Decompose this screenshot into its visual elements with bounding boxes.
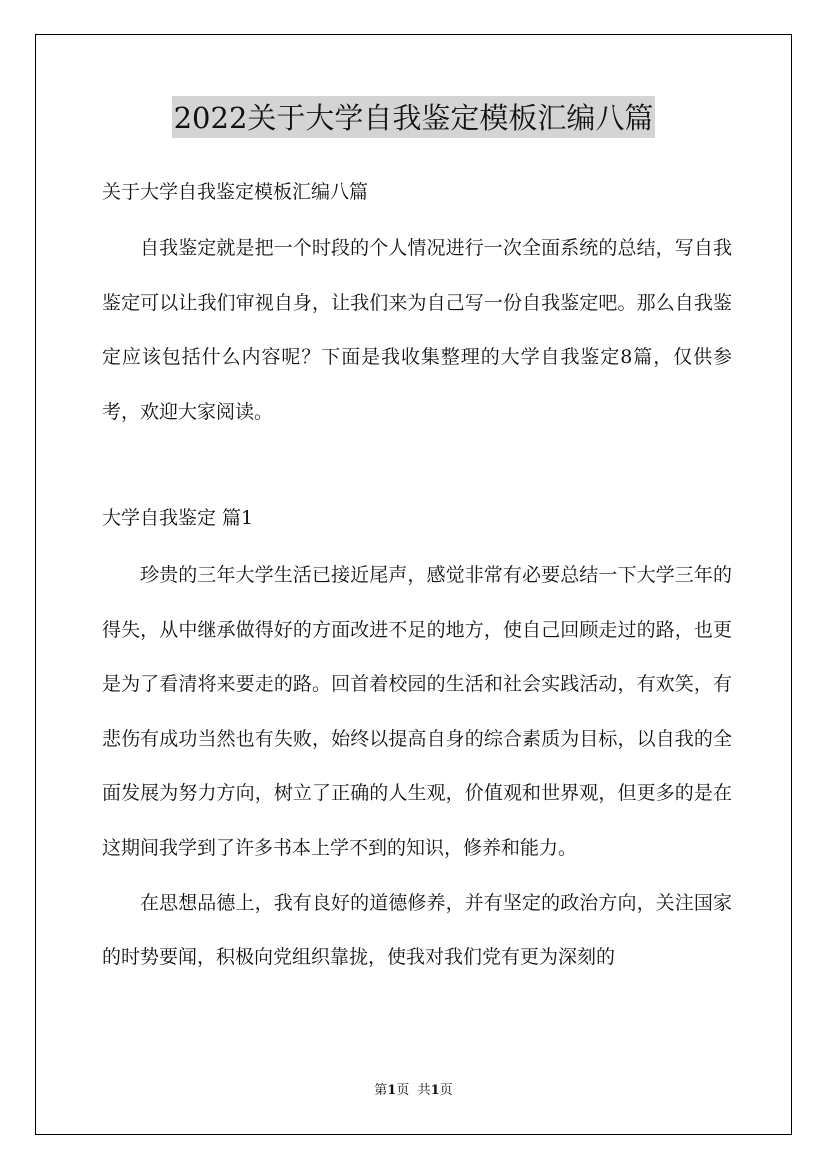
title-container xyxy=(0,96,827,138)
document-title: 2022关于大学自我鉴定模板汇编八篇 xyxy=(172,96,656,138)
section-paragraph-2: 在思想品德上，我有良好的道德修养，并有坚定的政治方向，关注国家的时势要闻，积极向党组织靠拢，使我对我们党有更为深刻的 xyxy=(102,891,732,969)
intro-paragraph: 自我鉴定就是把一个时段的个人情况进行一次全面系统的总结，写自我鉴定可以让我们审视自身，让我们来为自己写一份自我鉴定吧。那么自我鉴定应该包括什么内容呢？下面是我收集整理的大学自我鉴定8篇，仅供参考，欢迎大家阅读。 xyxy=(102,237,732,423)
section-paragraph-1: 珍贵的三年大学生活已接近尾声，感觉非常有必要总结一下大学三年的得失，从中继承做得好的方面改进不足的地方，使自己回顾走过的路，也更是为了看清将来要走的路。回首着校园的生活和社会实践活动，有欢笑，有悲伤有成功当然也有失败，始终以提高自身的综合素质为目标，以自我的全面发展为努力方向，树立了正确的人生观，价值观和世界观，但更多的是在这期间我学到了许多书本上学不到的知识，修养和能力。 xyxy=(102,564,732,859)
document-subtitle: 关于大学自我鉴定模板汇编八篇 xyxy=(102,181,369,203)
footer-total-prefix: 共 xyxy=(417,1083,431,1098)
section-body xyxy=(102,548,732,985)
section-heading: 大学自我鉴定 篇1 xyxy=(102,507,254,529)
footer-total-suffix: 页 xyxy=(439,1083,453,1098)
intro-section xyxy=(102,221,732,439)
footer-page-prefix: 第 xyxy=(374,1083,388,1098)
footer-page-suffix: 页 xyxy=(396,1083,410,1098)
footer-total-number: 1 xyxy=(430,1083,440,1098)
page-footer xyxy=(0,1082,827,1100)
footer-page-number: 1 xyxy=(387,1083,397,1098)
